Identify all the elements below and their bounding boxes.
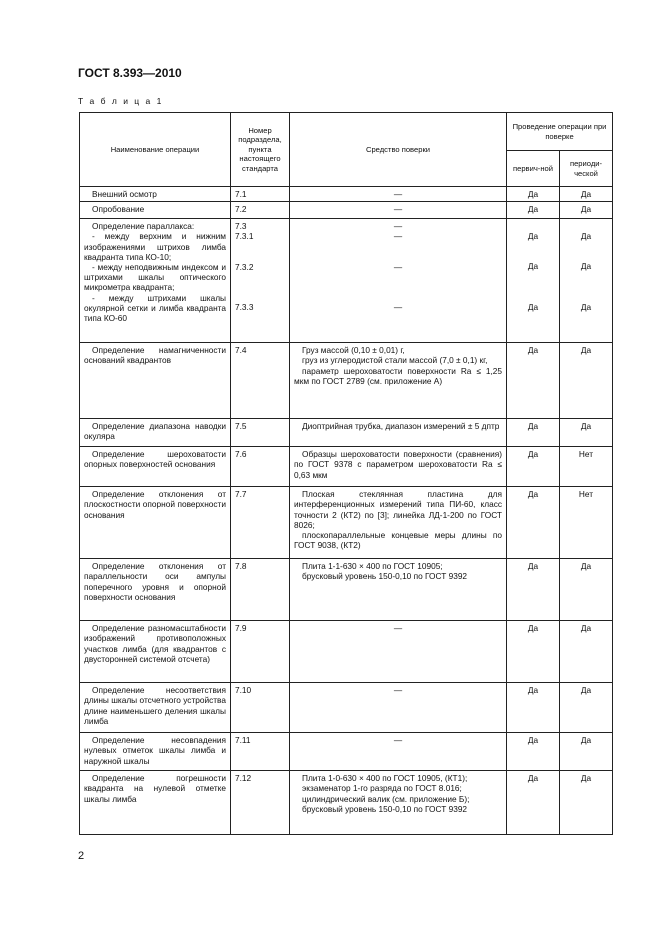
table-row xyxy=(80,447,613,487)
tool-text: брусковый уровень 150-0,10 по ГОСТ 9392 xyxy=(302,803,468,814)
section-number: 7.3.2 xyxy=(235,261,254,272)
operation-name: Определение диапазона наводки окуляра xyxy=(80,419,231,447)
tool-text: груз из углеродистой стали массой (7,0 ± 0,1) кг, xyxy=(302,355,488,366)
table-row xyxy=(80,419,613,447)
tool-text: — xyxy=(393,261,403,272)
operation-name: Определение шероховатости опорных поверхностей основания xyxy=(80,447,231,487)
section-number: 7.5 xyxy=(231,419,290,447)
operation-subitem: - между верхним и нижним изображениями штрихов лимба квадранта типа КО-10; xyxy=(84,231,226,262)
section-number: 7.11 xyxy=(231,733,290,771)
table-row xyxy=(80,219,613,343)
table-row xyxy=(80,559,613,621)
tool-text: Плита 1-0-630 × 400 по ГОСТ 10905, (КТ1); xyxy=(302,773,468,784)
primary-value: Да xyxy=(527,261,539,272)
tool-text: — xyxy=(393,735,403,746)
table-row xyxy=(80,621,613,683)
operation-name: Внешний осмотр xyxy=(80,187,231,202)
operation-name: Определение разномасштабности изображений противоположных участков лимба (для квадрантов с двусторонней системой отсчета) xyxy=(80,621,231,683)
tool-text: — xyxy=(393,189,403,199)
periodic-value: Да xyxy=(560,621,613,683)
primary-value: Да xyxy=(507,771,560,835)
operation-name: Определение отклонения от параллельности оси ампулы поперечного уровня и опорной поверхности основания xyxy=(80,559,231,621)
tool-text: цилиндрический валик (см. приложение Б); xyxy=(302,793,470,804)
primary-value: Да xyxy=(507,447,560,487)
tool-text: — xyxy=(393,623,403,634)
tool-text: — xyxy=(393,685,403,696)
section-number: 7.7 xyxy=(231,487,290,559)
table-row xyxy=(80,771,613,835)
column-header-periodic: периоди-ческой xyxy=(560,151,613,187)
tool-text: экзаменатор 1-го разряда по ГОСТ 8.016; xyxy=(302,783,462,794)
tool-text: Плоская стеклянная пластина для интерференционных измерений типа ПИ-60, класс точности 2 (КТ2) по [3]; линейка ЛД-1-200 по ГОСТ 8026; xyxy=(294,489,502,530)
periodic-value: Нет xyxy=(560,487,613,559)
primary-value: Да xyxy=(507,343,560,419)
operation-name: Определение параллакса: xyxy=(92,221,195,232)
periodic-value: Да xyxy=(560,187,613,202)
column-header-primary: первич-ной xyxy=(507,151,560,187)
section-number: 7.3.3 xyxy=(235,301,254,312)
periodic-value: Да xyxy=(560,419,613,447)
periodic-value: Да xyxy=(560,683,613,733)
operation-name: Определение несоответствия длины шкалы отсчетного устройства длине наименьшего деления шкалы лимба xyxy=(80,683,231,733)
periodic-value: Да xyxy=(560,343,613,419)
periodic-value: Да xyxy=(580,261,592,272)
table-caption: Т а б л и ц а 1 xyxy=(78,96,164,106)
periodic-value: Да xyxy=(560,559,613,621)
primary-value: Да xyxy=(507,187,560,202)
tool-text: параметр шероховатости поверхности Ra ≤ 1,25 мкм по ГОСТ 2789 (см. приложение А) xyxy=(294,365,502,386)
tool-text: — xyxy=(393,231,403,242)
tool-text: — xyxy=(393,301,403,312)
table-row xyxy=(80,683,613,733)
primary-value: Да xyxy=(507,683,560,733)
section-number: 7.3.1 xyxy=(235,231,254,242)
page-number: 2 xyxy=(78,850,85,862)
operation-name: Определение отклонения от плоскостности опорной поверхности основания xyxy=(80,487,231,559)
periodic-value: Да xyxy=(580,231,592,242)
primary-value: Да xyxy=(527,301,539,312)
tool-text: Груз массой (0,10 ± 0,01) г, xyxy=(302,345,405,356)
primary-value: Да xyxy=(507,487,560,559)
table-row xyxy=(80,343,613,419)
tool-text: Образцы шероховатости поверхности (сравнения) по ГОСТ 9378 с параметром шероховатости Ra ≤ 0,63 мкм xyxy=(290,447,507,487)
primary-value: Да xyxy=(507,559,560,621)
table-row xyxy=(80,733,613,771)
primary-value: Да xyxy=(507,621,560,683)
column-header-name: Наименование операции xyxy=(80,113,231,187)
operation-name: Определение намагниченности оснований квадрантов xyxy=(80,343,231,419)
column-header-number: Номер подраздела, пункта настоящего стандарта xyxy=(231,113,290,187)
table-row xyxy=(80,187,613,202)
tool-text: — xyxy=(393,204,403,215)
operation-subitem: - между неподвижным индексом и штрихами шкалы оптического микрометра квадранта; xyxy=(84,262,226,293)
section-number: 7.6 xyxy=(231,447,290,487)
operation-subitem: - между штрихами шкалы окулярной сетки и лимба квадранта типа КО-60 xyxy=(84,292,226,324)
column-header-check: Проведение операции при поверке xyxy=(507,113,613,151)
primary-value: Да xyxy=(507,733,560,771)
periodic-value: Да xyxy=(580,301,592,312)
section-number: 7.3 xyxy=(235,221,247,232)
operation-name: Определение несовпадения нулевых отметок шкалы лимба и наружной шкалы xyxy=(80,733,231,771)
document-title: ГОСТ 8.393—2010 xyxy=(78,66,182,80)
primary-value: Да xyxy=(527,231,539,242)
periodic-value: Нет xyxy=(560,447,613,487)
column-header-tool: Средство поверки xyxy=(290,113,507,187)
section-number: 7.4 xyxy=(231,343,290,419)
section-number: 7.9 xyxy=(231,621,290,683)
periodic-value: Да xyxy=(560,771,613,835)
verification-operations-table xyxy=(79,112,613,835)
tool-text: Диоптрийная трубка, диапазон измерений ± 5 дптр xyxy=(290,419,507,447)
tool-text: — xyxy=(393,221,403,232)
section-number: 7.2 xyxy=(231,202,290,219)
table-row xyxy=(80,202,613,219)
table-row xyxy=(80,487,613,559)
tool-text: плоскопараллельные концевые меры длины по ГОСТ 9038, (КТ2) xyxy=(294,530,502,551)
section-number: 7.10 xyxy=(231,683,290,733)
section-number: 7.1 xyxy=(231,187,290,202)
operation-name: Определение погрешности квадранта на нулевой отметке шкалы лимба xyxy=(80,771,231,835)
tool-text: брусковый уровень 150-0,10 по ГОСТ 9392 xyxy=(302,571,468,582)
operation-name: Опробование xyxy=(80,202,231,219)
tool-text: Плита 1-1-630 × 400 по ГОСТ 10905; xyxy=(302,561,443,572)
section-number: 7.12 xyxy=(231,771,290,835)
section-number: 7.8 xyxy=(231,559,290,621)
periodic-value: Да xyxy=(560,733,613,771)
primary-value: Да xyxy=(507,419,560,447)
primary-value: Да xyxy=(507,202,560,219)
periodic-value: Да xyxy=(560,202,613,219)
